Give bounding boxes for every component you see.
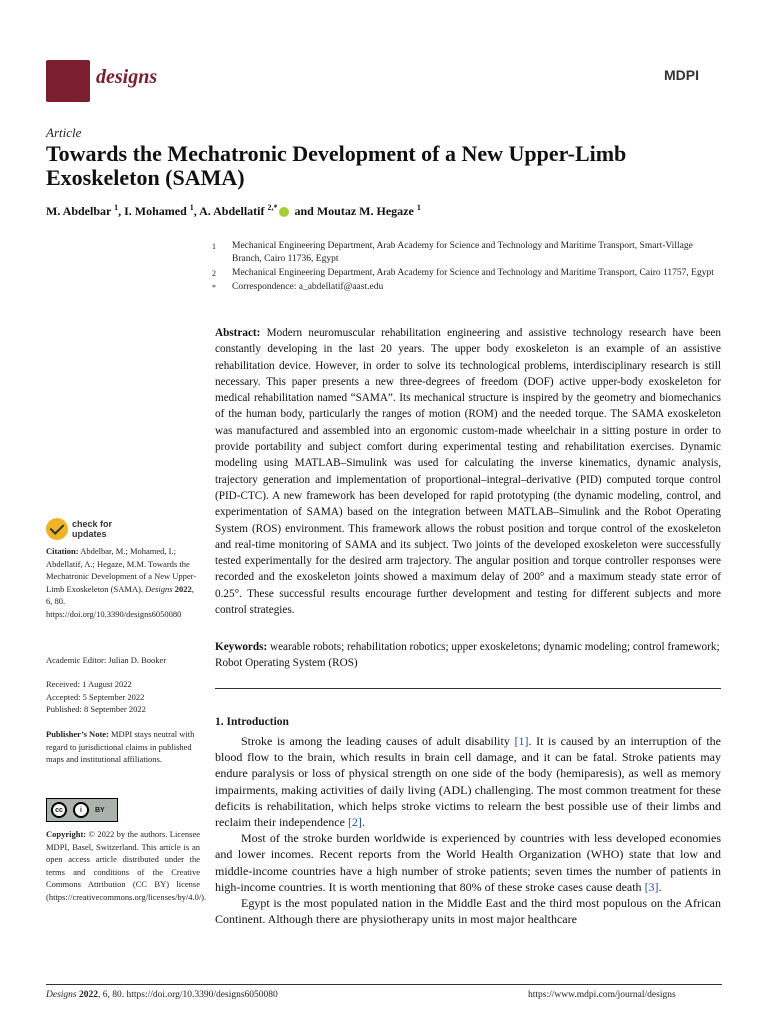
- affiliation-number: 2: [212, 269, 216, 278]
- received-date: Received: 1 August 2022: [46, 679, 132, 689]
- author-name[interactable]: M. Abdelbar: [46, 204, 112, 218]
- journal-logo: [46, 60, 90, 102]
- paragraph: [215, 830, 721, 895]
- publisher-note-text: MDPI stays neutral with regard to jurisdictional claims in published maps and institutional affiliations.: [46, 729, 195, 764]
- academic-editor: Academic Editor: Julian D. Booker: [46, 655, 167, 665]
- affiliation-item: [212, 267, 722, 280]
- paragraph: [215, 895, 721, 927]
- cc-icon: cc: [51, 802, 67, 818]
- check-icon: [46, 518, 68, 540]
- author-affiliation: 2,*: [267, 203, 278, 212]
- publisher-note: [46, 728, 200, 766]
- article-type: Article: [46, 125, 82, 140]
- by-icon: i: [73, 802, 89, 818]
- authors-and: and: [294, 204, 314, 218]
- publisher-note-label: Publisher’s Note:: [46, 729, 109, 739]
- paragraph-text: Stroke is among the leading causes of adult disability: [241, 734, 515, 748]
- orcid-icon[interactable]: [279, 207, 289, 217]
- paragraph: [215, 733, 721, 830]
- footer-year: 2022: [79, 990, 98, 1000]
- article-title: Towards the Mechatronic Development of a New Upper-Limb Exoskeleton (SAMA): [46, 141, 627, 190]
- footer-journal: Designs: [46, 990, 77, 1000]
- paragraph-text: Egypt is the most populated nation in the Middle East and the third most populous on the African Continent. Although there are physiotherapy units in most major healthcare: [215, 896, 721, 927]
- citation-journal: Designs: [145, 583, 173, 594]
- author-name[interactable]: Moutaz M. Hegaze: [316, 204, 414, 218]
- paragraph-text: .: [658, 879, 662, 894]
- keywords-text: wearable robots; rehabilitation robotics; upper exoskeletons; dynamic modeling; control framework; Robot Operating System (ROS): [215, 641, 720, 670]
- citation-year: 2022: [174, 583, 192, 594]
- journal-name[interactable]: designs: [96, 66, 158, 88]
- paragraph-text: .: [361, 815, 365, 830]
- introduction-body: [215, 733, 721, 927]
- paragraph-text: Most of the stroke burden worldwide is experienced by countries with less developed economies and lower incomes. Recent reports from the World Health Organization (WHO) state that low and middle-income countries have a high number of stroke patients; seven times the number of patients in high-income countries. It is worth mentioning that 80% of these stroke cases cause death: [215, 831, 721, 894]
- affiliation-item: [212, 281, 722, 294]
- affiliation-text: Mechanical Engineering Department, Arab Academy for Science and Technology and Maritime Transport, Cairo 11757, Egypt: [232, 268, 714, 278]
- author-affiliation: 1: [114, 203, 119, 212]
- affiliation-item: [212, 240, 722, 266]
- abstract-text: Modern neuromuscular rehabilitation engineering and assistive technology research have been constantly developing in the last 20 years. The upper body exoskeleton is an example of an assistive rehabilitation device. However, in order to solve its technological problems, interdisciplinary research is still necessary. This paper presents a new three-degrees of freedom (DOF) active upper-body exoskeleton for medical rehabilitation named “SAMA”. Its mechanical structure is inspired by the geometry and biomechanics of the human body, particularly the ranges of motion (ROM) and the needed torque. The SAMA exoskeleton was manufactured and assembled into an ergonomic custom-made wheelchair in a sitting posture in order to provide portability and subject comfort during experimental testing and rehabilitation exercises. Dynamic modeling using MATLAB–Simulink was used for calculating the inverse kinematics, dynamic analysis, trajectory generation and implementation of proportional–integral–derivative (PID) computed torque control (PID-CTC). A new framework has been developed for rapid prototyping (the dynamic modeling, control, and experimentation of SAMA) based on the integration between MATLAB–Simulink and the Robot Operating System (ROS) environment. This framework allows the robust position and torque control of the exoskeleton and real-time monitoring of SAMA and its subject. Two joints of the developed exoskeleton were successfully tested experimentally for the desired arm trajectory. The angular position and torque controller responses were recorded and the exoskeleton joints showed a maximum delay of 200° and a maximum steady state error of 0.25°. These successful results encourage further development and testing for different subjects and more control strategies.: [215, 327, 721, 617]
- publisher-logo[interactable]: [664, 67, 699, 85]
- citation-text: Abdelbar, M.; Mohamed, I.; Abdellatif, A.; Hegaze, M.M. Towards the Mechatronic Development of a New Upper-Limb Exoskeleton (SAMA).: [46, 546, 197, 594]
- publication-dates: [46, 678, 200, 716]
- citation-doi[interactable]: , 6, 80. https://doi.org/10.3390/designs6050080: [46, 583, 194, 619]
- cc-license-badge[interactable]: [46, 798, 118, 822]
- author-list: M. Abdelbar $^1$, I. Mohamed $^1$, A. Abdellatif $^{2,*}$ and Moutaz M. Hegaze $^1$: [46, 203, 421, 218]
- citation-link[interactable]: [1]: [514, 734, 529, 748]
- footer-rule: [46, 984, 722, 985]
- affiliation-text: Mechanical Engineering Department, Arab Academy for Science and Technology and Maritime Transport, Smart-Village Branch, Cairo 11736, Egypt: [232, 241, 693, 264]
- footer-journal-url[interactable]: https://www.mdpi.com/journal/designs: [528, 990, 676, 1000]
- footer-citation: [46, 990, 278, 1000]
- section-heading-introduction: 1. Introduction: [215, 716, 289, 728]
- publisher-name: MDPI: [664, 67, 699, 83]
- author-name[interactable]: A. Abdellatif: [199, 204, 265, 218]
- copyright-block: [46, 828, 207, 903]
- citation-block: [46, 545, 200, 620]
- citation-link[interactable]: [2]: [347, 815, 362, 830]
- author-affiliation: 1: [416, 203, 421, 212]
- published-date: Published: 8 September 2022: [46, 704, 146, 714]
- correspondence-text[interactable]: Correspondence: a_abdellatif@aast.edu: [232, 282, 384, 292]
- keywords: [215, 639, 721, 672]
- citation-link[interactable]: [3]: [644, 879, 659, 894]
- section-divider: [215, 688, 721, 689]
- paragraph-text: . It is caused by an interruption of the blood flow to the brain, which results in brain cell damage, and it can be fatal. Stroke patients may endure paralysis or loss of physical strength on one side of the body (hemiparesis), as well as memory impairments, making activities of daily living (ADL) challenging. The most common treatment for these deficits is rehabilitation, which helps stroke victims to relearn the best possible use of their limbs and reclaim their independence: [215, 734, 721, 830]
- abstract-label: Abstract:: [215, 327, 261, 339]
- cc-by-label: BY: [95, 806, 105, 814]
- copyright-text: © 2022 by the authors. Licensee MDPI, Basel, Switzerland. This article is an open access article distributed under the terms and conditions of the Creative Commons Attribution (CC BY) license (https://creativecommons.org/licenses/by/4.0/).: [46, 829, 207, 902]
- affiliations: [212, 240, 722, 295]
- copyright-label: Copyright:: [46, 829, 87, 839]
- check-updates-label: check for updates: [72, 519, 113, 539]
- affiliation-number: *: [212, 283, 216, 292]
- author-name[interactable]: I. Mohamed: [124, 204, 187, 218]
- keywords-label: Keywords:: [215, 641, 268, 653]
- affiliation-number: 1: [212, 242, 216, 251]
- author-affiliation: 1: [189, 203, 194, 212]
- accepted-date: Accepted: 5 September 2022: [46, 691, 145, 702]
- citation-label: Citation:: [46, 546, 79, 556]
- abstract: [215, 325, 721, 618]
- footer-doi[interactable]: , 6, 80. https://doi.org/10.3390/designs6050080: [98, 990, 278, 1000]
- check-for-updates-button[interactable]: [46, 518, 124, 540]
